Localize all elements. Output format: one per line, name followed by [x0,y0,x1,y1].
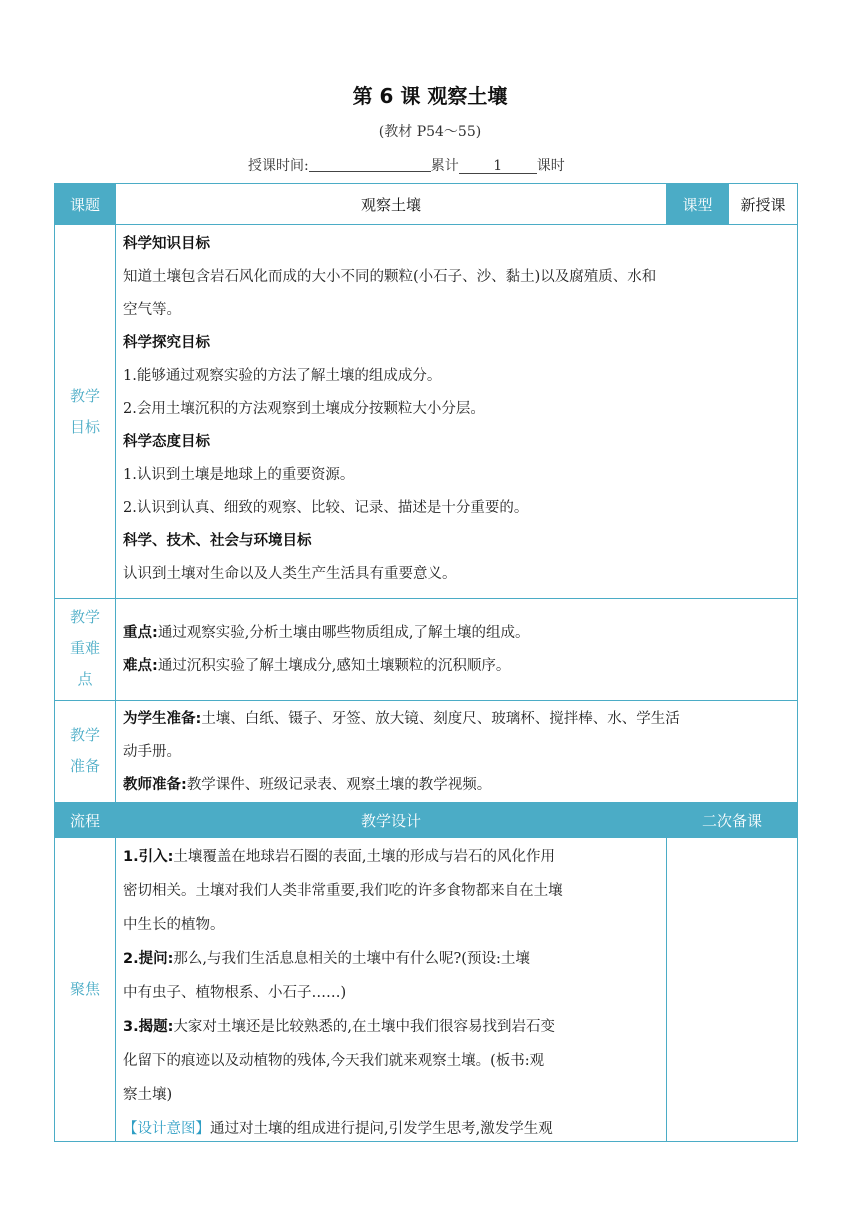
col-divider [666,802,667,1142]
goal-heading: 科学探究目标 [123,335,210,351]
focus-paragraph: 3.揭题:大家对土壤还是比较熟悉的,在土壤中我们很容易找到岩石变 [123,1019,556,1035]
focus-label: 聚焦 [69,980,100,998]
prep2-header-cell: 二次备课 [667,803,797,837]
goal-heading: 科学态度目标 [123,434,210,450]
goal-text: 1.认识到土壤是地球上的重要资源。 [123,467,355,483]
focus-content [123,840,663,1146]
design-intent: 【设计意图】通过对土壤的组成进行提问,引发学生思考,激发学生观 [123,1121,553,1137]
design-header-cell: 教学设计 [116,803,666,837]
col-divider [115,183,116,1142]
lesson-time-line [248,155,565,175]
difficult-point: 难点:通过沉积实验了解土壤成分,感知土壤颗粒的沉积顺序。 [123,658,511,674]
goals-label: 教学 目标 [69,387,100,436]
teacher-prep: 教师准备:教学课件、班级记录表、观察土壤的教学视频。 [123,777,492,793]
total-label: 累计 [430,158,459,174]
focus-paragraph: 中有虫子、植物根系、小石子……) [123,985,347,1001]
goal-heading: 科学、技术、社会与环境目标 [123,533,312,549]
goal-text: 2.会用土壤沉积的方法观察到土壤成分按颗粒大小分层。 [123,401,485,417]
goal-text: 知道土壤包含岩石风化而成的大小不同的颗粒(小石子、沙、黏土)以及腐殖质、水和 [123,269,657,285]
type-label-cell: 课型 [667,184,728,224]
flow-header-cell: 流程 [55,803,115,837]
focus-paragraph: 中生长的植物。 [123,917,225,933]
col-divider [666,183,667,225]
key-points-content [123,617,793,683]
goal-heading: 科学知识目标 [123,236,210,252]
prep-content [123,703,793,802]
goal-text: 空气等。 [123,302,181,318]
focus-paragraph: 2.提问:那么,与我们生活息息相关的土壤中有什么呢?(预设:土壤 [123,951,530,967]
goals-content [123,228,793,591]
focus-paragraph: 察土壤) [123,1087,173,1103]
goal-text: 2.认识到认真、细致的观察、比较、记录、描述是十分重要的。 [123,500,529,516]
key-point: 重点:通过观察实验,分析土壤由哪些物质组成,了解土壤的组成。 [123,625,530,641]
goal-text: 1.能够通过观察实验的方法了解土壤的组成成分。 [123,368,442,384]
textbook-pages: (教材 P54～55) [378,124,482,140]
row-divider [54,837,798,838]
row-divider [54,700,798,701]
row-divider [54,598,798,599]
topic-label-cell: 课题 [55,184,115,224]
total-value: 1 [459,159,537,174]
type-value: 新授课 [740,195,786,214]
unit-label: 课时 [536,158,565,174]
student-prep: 为学生准备:土壤、白纸、镊子、牙签、放大镜、刻度尺、玻璃杯、搅拌棒、水、学生活 [123,711,680,727]
student-prep-cont: 动手册。 [123,744,181,760]
table-border-right [797,183,798,1142]
lesson-title: 第 6 课 观察土壤 [352,84,508,108]
prep-label: 教学 准备 [69,726,100,775]
col-divider [728,183,729,225]
time-label: 授课时间: [248,158,309,174]
focus-paragraph: 化留下的痕迹以及动植物的残体,今天我们就来观察土壤。(板书:观 [123,1053,545,1069]
time-blank[interactable] [309,157,431,172]
row-divider [54,224,798,225]
row-divider [54,802,798,803]
focus-paragraph: 1.引入:土壤覆盖在地球岩石圈的表面,土壤的形成与岩石的风化作用 [123,849,556,865]
key-points-label: 教学 重难 点 [69,608,100,688]
goal-text: 认识到土壤对生命以及人类生产生活具有重要意义。 [123,566,457,582]
topic-value: 观察土壤 [360,195,421,214]
focus-paragraph: 密切相关。土壤对我们人类非常重要,我们吃的许多食物都来自在土壤 [123,883,563,899]
table-border-top [54,183,798,184]
